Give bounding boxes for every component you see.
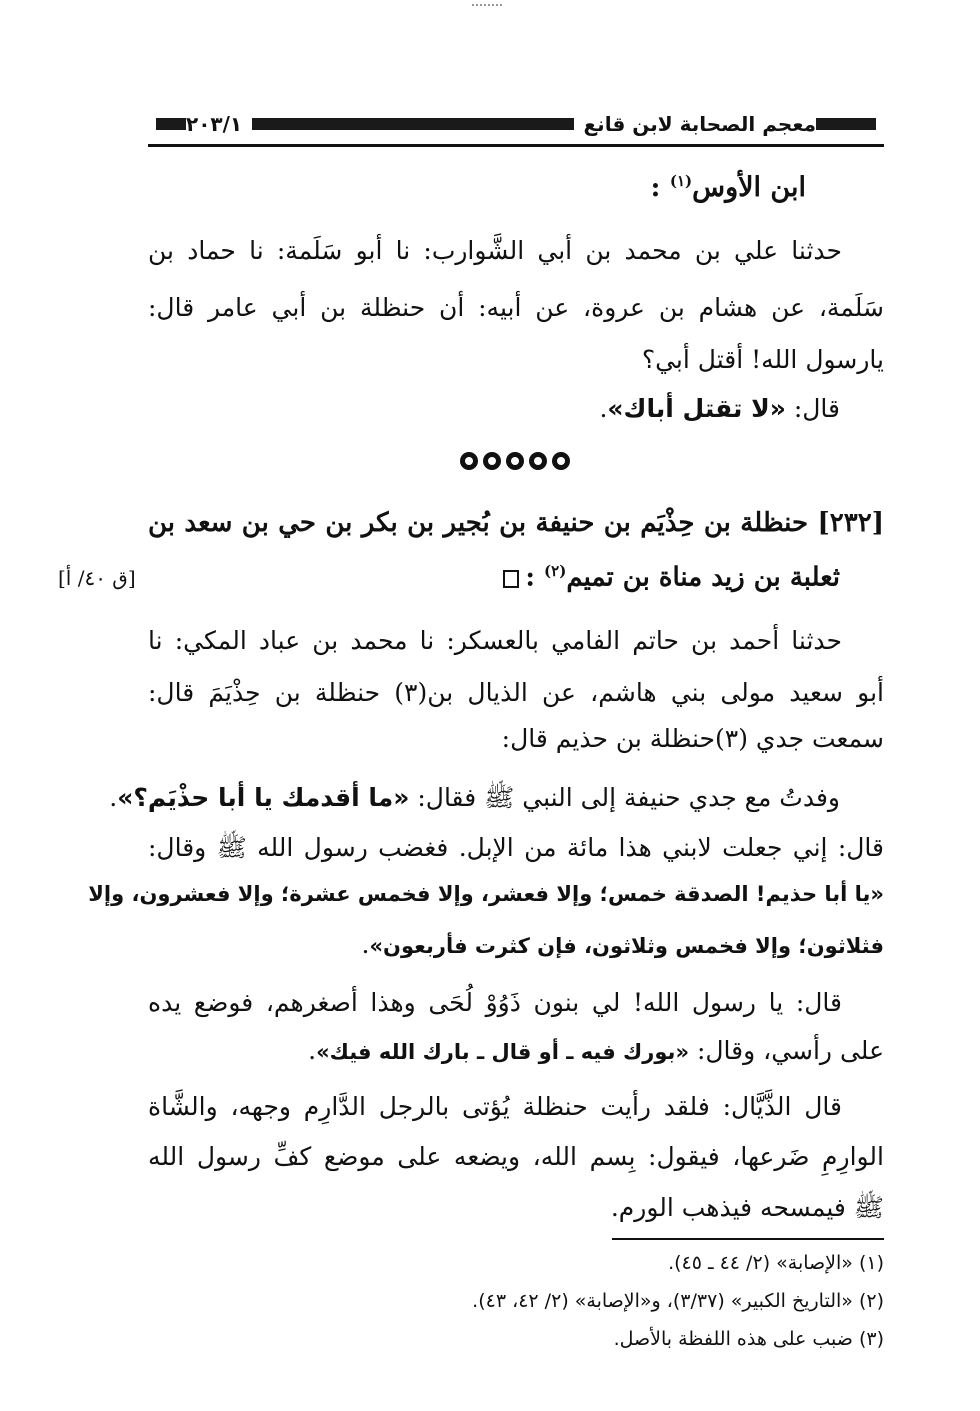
- narration-period: .: [361, 930, 370, 959]
- running-header: [148, 104, 884, 147]
- separator-star-icon: [529, 452, 547, 470]
- narration-line: قال: إني جعلت لابني هذا مائة من الإبل. فغضب رسول الله ﷺ وقال:: [148, 833, 884, 862]
- narration-period: .: [109, 783, 118, 812]
- entry-heading: [650, 172, 806, 203]
- prophet-quote: «بورك فيه ـ أو قال ـ بارك الله فيك»: [316, 1040, 690, 1064]
- prophet-quote: «ما أقدمك يا أبا حذْيَم؟»: [117, 783, 410, 812]
- isnad-line: سمعت جدي (٣)حنظلة بن حذيم قال:: [501, 724, 884, 753]
- narration-line: قال: يا رسول الله! لي بنون ذَوُوْ لُحَى وهذا أصغرهم، فوضع يده: [148, 988, 842, 1017]
- isnad-line: أبو سعيد مولى بني هاشم، عن الذيال بن(٣) حنظلة بن حِذْيَمَ قال:: [148, 678, 884, 707]
- heading-colon: :: [650, 172, 670, 203]
- footnote: (١) «الإصابة» (٢/ ٤٤ ـ ٤٥).: [668, 1252, 884, 1274]
- box-mark-icon: [503, 570, 519, 588]
- narration-line: [109, 782, 840, 819]
- header-bar-left: [156, 118, 186, 130]
- entry-heading-text: ابن الأوس: [692, 172, 806, 203]
- narration-period: .: [308, 1036, 317, 1065]
- footnote-ref: (١): [669, 172, 693, 190]
- top-edge-marks: [472, 4, 502, 8]
- narration-text: على رأسي، وقال:: [689, 1036, 884, 1065]
- footnote-rule: [612, 1238, 884, 1240]
- entry-title-line2: [503, 562, 840, 593]
- entry-title-line1: [٢٣٢] حنظلة بن حِذْيَم بن حنيفة بن بُجير بن بكر بن حي بن سعد بن: [148, 508, 884, 538]
- narration-line: ﷺ فيمسحه فيذهب الورم.: [610, 1193, 884, 1222]
- isnad-line: حدثنا أحمد بن حاتم الفامي بالعسكر: نا محمد بن عباد المكي: نا: [148, 626, 842, 655]
- prophet-reply: [599, 394, 840, 423]
- reply-quote: «لا تقتل أباك»: [607, 394, 786, 423]
- header-page-number: ٢٠٣/١: [186, 112, 243, 136]
- narration-line: [308, 1036, 884, 1065]
- reply-prefix: قال:: [785, 394, 840, 423]
- narration-line: قال الذَّيَّال: فلقد رأيت حنظلة يُؤتى بالرجل الدَّارِم وجهه، والشَّاة: [148, 1092, 842, 1121]
- hadith-line: يارسول الله! أقتل أبي؟: [641, 345, 884, 374]
- separator-star-icon: [506, 452, 524, 470]
- header-book-title: معجم الصحابة لابن قانع: [583, 112, 816, 136]
- footnote: (٢) «التاريخ الكبير» (٣/٣٧)، و«الإصابة» (٢/ ٤٢، ٤٣).: [472, 1290, 884, 1312]
- title-colon: :: [525, 562, 545, 593]
- hadith-line: حدثنا علي بن محمد بن أبي الشَّوارب: نا أبو سَلَمة: نا حماد بن: [148, 236, 842, 265]
- hadith-line: سَلَمة، عن هشام بن عروة، عن أبيه: أن حنظلة بن أبي عامر قال:: [148, 293, 884, 322]
- footnote-ref: (٢): [544, 562, 567, 580]
- narration-text: وفدتُ مع جدي حنيفة إلى النبي ﷺ فقال:: [409, 783, 840, 812]
- section-separator: [440, 452, 590, 478]
- prophet-quote: فثلاثون؛ وإلا فخمس وثلاثون، فإن كثرت فأربعون»: [369, 934, 884, 958]
- reply-suffix: .: [599, 394, 608, 423]
- prophet-quote-line: [362, 930, 884, 959]
- entry-title-text: ثعلبة بن زيد مناة بن تميم: [566, 562, 840, 593]
- footnote: (٣) ضبب على هذه اللفظة بالأصل.: [613, 1328, 884, 1350]
- narration-line: الوارِمِ ضَرعها، فيقول: بِسم الله، ويضعه على موضع كفِّ رسول الله: [148, 1142, 884, 1171]
- header-bar-middle: [252, 118, 573, 130]
- separator-star-icon: [460, 452, 478, 470]
- separator-star-icon: [552, 452, 570, 470]
- prophet-quote-line: «يا أبا حذيم! الصدقة خمس؛ وإلا فعشر، وإلا فخمس عشرة؛ وإلا فعشرون، وإلا: [88, 882, 884, 906]
- manuscript-folio-note: [ق ٤٠/ أ]: [58, 566, 136, 590]
- header-bar-right: [816, 118, 876, 130]
- separator-star-icon: [483, 452, 501, 470]
